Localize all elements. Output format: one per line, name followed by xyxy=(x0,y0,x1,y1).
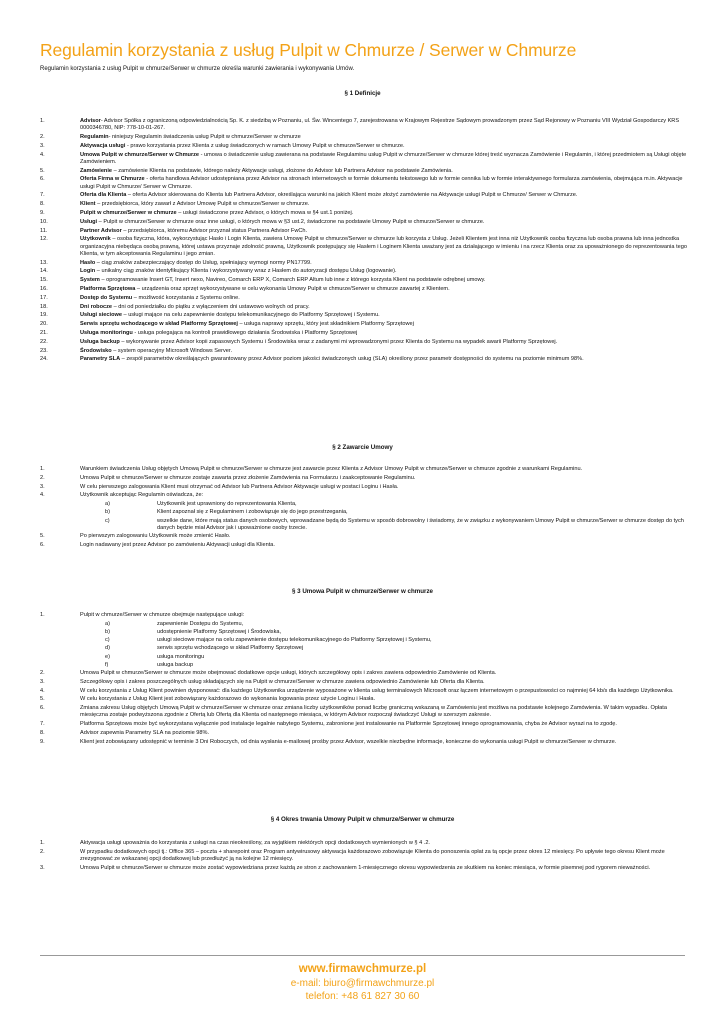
list-item xyxy=(40,152,690,166)
sub-list-item xyxy=(105,654,690,661)
list-item xyxy=(40,612,690,619)
list-item xyxy=(40,321,690,328)
item-number: 5. xyxy=(40,696,45,703)
sub-item-letter: c) xyxy=(105,517,110,524)
term-description: – wykonywanie przez Advisor kopii zapasowych Systemu i Środowiska wraz z zadanymi mi wprowadzonymi przez Klienta do Systemu na wypadek awarii Platformy Sprzętowej. xyxy=(119,338,558,345)
item-text xyxy=(80,277,690,284)
footer-divider xyxy=(40,955,685,956)
sub-item-text: Klient zapoznał się z Regulaminem i zobowiązuje się do jego przestrzegania, xyxy=(157,509,348,516)
sub-item-letter: b) xyxy=(105,629,110,635)
item-text xyxy=(80,168,690,175)
term-description: - niniejszy Regulamin świadczenia usług Pulpit w chmurze/Serwer w chmurze xyxy=(108,134,301,140)
item-number: 11. xyxy=(40,227,48,234)
term-description: Pulpit w chmurze/Serwer w chmurze obejmuje następujące usługi: xyxy=(80,612,245,618)
term-description: – dni od poniedziałku do piątku z wyłączeniem dni ustawowo wolnych od pracy. xyxy=(112,303,310,310)
term-description: – system operacyjny Microsoft Windows Server. xyxy=(111,347,233,354)
sub-item-letter: e) xyxy=(105,653,110,660)
sub-item-text: zapewnienie Dostępu do Systemu, xyxy=(157,620,244,627)
list-item xyxy=(40,304,690,311)
term-description: Szczegółowy opis i zakres poszczególnych usług składających się na Pulpit w chmurze/Serwer w chmurze zawiera odpowiednio Zamówienie lub Oferta dla Klienta. xyxy=(80,678,485,685)
item-text xyxy=(80,475,690,482)
item-text xyxy=(80,143,690,150)
term-name: Pulpit w chmurze/Serwer w chmurze xyxy=(80,209,177,216)
sub-item-letter: a) xyxy=(105,501,110,508)
list-item xyxy=(40,840,690,847)
term-description: W celu korzystania z Usług Klient jest zobowiązany każdorazowo do wykonania logowania przez użycie Loginu i Hasła. xyxy=(80,696,376,703)
item-text xyxy=(80,286,690,293)
sub-item-text: usługa monitoringu xyxy=(157,653,205,660)
sub-item-letter: a) xyxy=(105,620,110,627)
item-text xyxy=(80,219,690,226)
sub-item-letter: d) xyxy=(105,645,110,652)
sub-list-item xyxy=(105,629,690,636)
page-title: Regulamin korzystania z usług Pulpit w Chmurze / Serwer w Chmurze xyxy=(40,40,577,60)
list-item xyxy=(40,312,690,319)
list-item xyxy=(40,492,690,499)
term-description: - oferta handlowa Advisor udostępniana przez Advisor na stronach internetowych w formie dokumentu tekstowego lub w formie cennika lub w formie interaktywnego formularza zamówienia, obejmująca m.in. Aktywacje usługi Pulpit w Chmurze/ Serwer w Chmurze. xyxy=(80,176,683,190)
item-number: 24. xyxy=(40,356,48,363)
section-3-heading: § 3 Umowa Pulpit w chmurze/Serwer w chmurze xyxy=(292,588,433,595)
item-number: 6. xyxy=(40,705,45,712)
term-description: - umowa o świadczenie usług zawierana na podstawie Regulaminu usług Pulpit w chmurze/Serwer w chmurze której treść wyznacza Zamówienie i Regulamin, i której przedmiotem są Usługi objęte Zamówieniem. xyxy=(80,151,687,165)
item-number: 13. xyxy=(40,259,48,266)
list-item xyxy=(40,679,690,686)
item-number: 4. xyxy=(40,151,45,158)
term-description: – przedsiębiorca, który zawarł z Advisor Umowę Pulpit w chmurze/Serwer w chmurze. xyxy=(95,201,310,208)
term-name: Oferta dla Klienta xyxy=(80,192,127,199)
item-number: 23. xyxy=(40,347,48,354)
term-name: Środowisko xyxy=(80,347,112,354)
sub-item-text: serwis sprzętu wchodzącego w skład Platformy Sprzętowej xyxy=(157,645,304,652)
list-item xyxy=(40,865,690,872)
item-text xyxy=(80,721,690,728)
item-number: 16. xyxy=(40,285,48,292)
list-item xyxy=(40,739,690,746)
item-number: 1. xyxy=(40,466,45,472)
item-number: 1. xyxy=(40,118,45,124)
term-name: Dni robocze xyxy=(80,303,113,310)
term-name: Aktywacja usługi xyxy=(80,142,126,149)
term-description: W celu korzystania z Usług Klient powinien dysponować: dla każdego Użytkownika urządzenie wyposażone w klienta usług terminalowych Microsoft oraz łączem internetowym o przepustowości co najmniej 64 kb/s dla każdego Użytkownika. xyxy=(80,687,674,694)
term-description: - Advisor Spółka z ograniczoną odpowiedzialnością Sp. K. z siedzibą w Poznaniu, ul. Św. Wincentego 7, zarejestrowana w Krajowym Rejestrze Sądowym prowadzonym przez Sąd Rejonowy w Poznaniu VIII Wydział Gospodarczy KRS 0000346780, NIP: 778-10-01-267. xyxy=(80,118,680,132)
term-description: Klient jest zobowiązany udostępnić w terminie 3 Dni Roboczych, od dnia wysłania e-mailowej prośby przez Advisor, wszelkie niezbędne informacje, konieczne do wykonania usługi Pulpit w chmurze/Serwer w chmurze. xyxy=(80,738,617,745)
term-description: Platforma Sprzętowa może być wykorzystana wyłącznie pod instalacje legalnie nabytego Systemu, zabronione jest instalowanie na Platformie Sprzętowej innego oprogramowania, chyba że Advisor wyrazi na to zgodę. xyxy=(80,721,617,728)
item-text xyxy=(80,330,690,337)
item-text xyxy=(80,679,690,686)
term-description: – usługi świadczone przez Advisor, o których mowa w §4 ust.1 poniżej. xyxy=(176,209,354,216)
sub-item-text: Użytkownik jest uprawniony do reprezentowania Klienta, xyxy=(157,501,297,508)
footer-website-link[interactable]: www.firmawchmurze.pl xyxy=(298,963,427,975)
sub-item-letter: f) xyxy=(105,661,109,668)
item-number: 4. xyxy=(40,492,45,499)
sub-item-text: udostępnienie Platformy Sprzętowej i Środowiska, xyxy=(157,629,282,635)
term-description: – zamówienie Klienta na podstawie, którego należy Aktywacje usługi, złożone do Advisor lub Partnera Advisor na podstawie Zamówienia. xyxy=(112,167,453,174)
item-number: 7. xyxy=(40,721,45,728)
term-description: – urządzenia oraz sprzęt wykorzystywane w celu wykonania Umowy Pulpit w chmurze/Serwer w chmurze zawartej z Klientem. xyxy=(135,285,450,292)
term-name: Login xyxy=(80,268,96,275)
term-name: Platforma Sprzętowa xyxy=(80,285,136,292)
item-number: 3. xyxy=(40,678,45,685)
item-text xyxy=(80,688,690,695)
item-number: 8. xyxy=(40,730,45,736)
item-number: 14. xyxy=(40,268,48,275)
item-text xyxy=(80,739,690,746)
section-3-list xyxy=(40,612,690,748)
term-description: – oprogramowanie Insert GT, Insert nexo, Navireo, Comarch ERP X, Comarch ERP Altum lub inne z którego korzysta Klient na podstawie odrębnej umowy. xyxy=(99,277,486,284)
item-text xyxy=(80,849,690,863)
list-item xyxy=(40,670,690,677)
item-text xyxy=(80,484,690,491)
item-number: 6. xyxy=(40,541,45,548)
item-text xyxy=(80,228,690,235)
footer-email[interactable]: e-mail: biuro@firmawchmurze.pl xyxy=(290,978,435,989)
term-name: Partner Advisor xyxy=(80,227,122,234)
list-item xyxy=(40,236,690,258)
item-number: 7. xyxy=(40,192,45,199)
term-description: - prawo korzystania przez Klienta z usług świadczonych w ramach Umowy Pulpit w chmurze/Serwer w chmurze. xyxy=(125,142,405,149)
item-number: 1. xyxy=(40,612,45,618)
item-text xyxy=(80,295,690,302)
sub-list-item xyxy=(105,501,690,508)
list-item xyxy=(40,295,690,302)
list-item xyxy=(40,475,690,482)
item-text xyxy=(80,356,690,363)
list-item xyxy=(40,730,690,737)
term-name: Regulamin xyxy=(80,134,109,140)
list-item xyxy=(40,484,690,491)
term-description: – możliwość korzystania z Systemu online. xyxy=(132,294,240,301)
item-number: 5. xyxy=(40,167,45,174)
list-item xyxy=(40,466,690,473)
item-text xyxy=(80,236,690,258)
item-text xyxy=(80,134,690,141)
term-description: W celu pierwszego zalogowania Klient musi otrzymać od Advisor lub Partnera Advisor Aktywacje usługi w postaci Loginu i Hasła. xyxy=(80,483,399,490)
item-text xyxy=(80,730,690,737)
list-item xyxy=(40,268,690,275)
item-text xyxy=(80,304,690,311)
item-number: 21. xyxy=(40,329,48,336)
section-2-heading: § 2 Zawarcie Umowy xyxy=(332,444,393,451)
item-number: 3. xyxy=(40,864,45,871)
term-name: Usługa monitoringu xyxy=(80,329,133,336)
term-description: – ciąg znaków zabezpieczający dostęp do Usług, spełniający wymogi normy PN17799. xyxy=(95,259,312,266)
list-item xyxy=(40,143,690,150)
list-item xyxy=(40,348,690,355)
list-item xyxy=(40,542,690,549)
term-description: – osoba fizyczna, która, wykorzystując Hasło i Login Klienta, zawiera Umowę Pulpit w chmurze/Serwer w chmurze lub korzysta z Usług. Jeżeli Klientem jest inna niż Użytkownik osoba fizyczna lub osoba prawna lub inna jednostka organizacyjna niebędąca osobą prawną, której ustawa przyznaje zdolność prawną, Użytkownik postępujący się Hasłem i Loginem Klienta uważany jest za działającego w imieniu i na rzecz Klienta oraz za upoważnionego do reprezentowania tego Klienta, w tym akceptowania Regulaminu i jego zmian. xyxy=(80,236,687,257)
term-name: Umowa Pulpit w chmurze/Serwer w Chmurze xyxy=(80,151,200,158)
item-text xyxy=(80,466,690,473)
item-number: 3. xyxy=(40,142,45,149)
list-item xyxy=(40,339,690,346)
term-description: Zmiana zakresu Usług objętych Umową Pulpit w chmurze/Serwer w chmurze oraz zmiana liczby użytkowników ponad liczbę graniczną wskazaną w Zamówieniu jest możliwa na podstawie kolejnego Zamówienia. W takim wypadku. Opłata miesięczna zostaje podwyższona zgodnie z Ofertą lub Ofertą dla Klienta od następnego miesiąca, w którym Advisor rozpoczął świadczyć Usługi w szerszym zakresie. xyxy=(80,705,667,719)
list-item xyxy=(40,176,690,190)
item-text xyxy=(80,670,690,677)
sub-list-item xyxy=(105,662,690,669)
list-item xyxy=(40,134,690,141)
term-description: – unikalny ciąg znaków identyfikujący Klienta i wykorzystywany wraz z Hasłem do autoryzacji dostępu Usług (logowanie). xyxy=(95,268,397,275)
item-text xyxy=(80,696,690,703)
section-2-list xyxy=(40,466,690,551)
item-number: 6. xyxy=(40,176,45,183)
list-item xyxy=(40,228,690,235)
term-name: Hasło xyxy=(80,259,96,266)
term-description: W przypadku dodatkowych opcji tj.: Office 365 – poczta + sharepoint oraz Program antywirusowy aktywacja każdorazowo zobowiązuje Klienta do ponoszenia opłat za tą opcje przez okres 12 miesięcy. Po upływie tego okresu Klient może zrezygnować ze wskazanej opcji dodatkowej lub przedłużyć ją na kolejne 12 miesięcy. xyxy=(80,848,665,862)
item-text xyxy=(80,118,690,132)
term-name: Dostęp do Systemu xyxy=(80,294,133,301)
term-name: System xyxy=(80,277,100,284)
item-number: 8. xyxy=(40,201,45,208)
term-name: Usługi sieciowe xyxy=(80,312,122,319)
term-description: Advisor zapewnia Parametry SLA na poziomie 98%. xyxy=(80,730,210,736)
list-item xyxy=(40,277,690,284)
section-1-heading: § 1 Definicje xyxy=(344,90,381,97)
term-description: Umowa Pulpit w chmurze/Serwer w chmurze zostaje zawarta przez złożenie Zamówienia na Formularzu i zaakceptowanie Regulaminu. xyxy=(80,474,416,481)
term-description: – Pulpit w chmurze/Serwer w chmurze oraz inne usługi, o których mowa w §3 ust.2, świadczone na podstawie Umowy Pulpit w chmurze/Serwer w chmurze. xyxy=(97,218,485,225)
item-text xyxy=(80,210,690,217)
item-number: 17. xyxy=(40,294,48,301)
item-text xyxy=(80,533,690,540)
sub-list-item xyxy=(105,621,690,628)
term-description: Użytkownik akceptując Regulamin oświadcza, że: xyxy=(80,492,204,499)
sub-item-text: usługi sieciowe mające na celu zapewnienie dostępu telekomunikacyjnego do Platformy Sprzętowej i Systemu, xyxy=(157,637,432,644)
term-name: Klient xyxy=(80,201,96,208)
item-number: 12. xyxy=(40,236,48,243)
sub-item-text: usługa backup xyxy=(157,661,194,668)
item-number: 22. xyxy=(40,338,48,345)
item-text xyxy=(80,176,690,190)
sub-item-letter: c) xyxy=(105,637,110,644)
term-description: Umowa Pulpit w chmurze/Serwer w chmurze może obejmować dodatkowe opcje usługi, których szczegółowy opis i zakres zawiera odpowiednio Zamówienie od Klienta. xyxy=(80,670,497,677)
item-number: 5. xyxy=(40,533,45,539)
item-number: 4. xyxy=(40,687,45,694)
term-description: Umowa Pulpit w chmurze/Serwer w chmurze może zostać wypowiedziana przez każdą ze stron z zachowaniem 1-miesięcznego okresu wypowiedzenia ze skutkiem na koniec miesiąca, w formie pisemnej pod rygorem nieważności. xyxy=(80,864,651,871)
footer-phone: telefon: +48 61 827 30 60 xyxy=(305,991,420,1002)
list-item xyxy=(40,705,690,719)
item-text xyxy=(80,339,690,346)
item-text xyxy=(80,312,690,319)
item-number: 10. xyxy=(40,218,48,225)
list-item xyxy=(40,849,690,863)
sub-item-text: wszelkie dane, które mają status danych osobowych, wprowadzane będą do Systemu w sposób dobrowolny i świadomy, że w związku z wykonywaniem Umowy Pulpit w chmurze/Serwer w chmurze dostęp do tych danych będzie miał Advisor jak i upoważnione osoby trzecie. xyxy=(157,517,684,531)
list-item xyxy=(40,721,690,728)
term-description: Po pierwszym zalogowaniu Użytkownik może zmienić Hasło. xyxy=(80,533,231,539)
list-item xyxy=(40,260,690,267)
item-text xyxy=(80,201,690,208)
term-name: Usługa backup xyxy=(80,338,120,345)
item-number: 3. xyxy=(40,483,45,490)
list-item xyxy=(40,356,690,363)
item-number: 19. xyxy=(40,312,48,319)
term-description: Warunkiem świadczenia Usług objętych Umową Pulpit w chmurze/Serwer w chmurze jest zawarcie przez Klienta z Advisor Umowy Pulpit w chmurze/Serwer w chmurze zgodnie z warunkami Regulaminu. xyxy=(80,466,583,472)
sub-item-letter: b) xyxy=(105,509,110,516)
section-1-list xyxy=(40,118,690,365)
list-item xyxy=(40,168,690,175)
item-text xyxy=(80,705,690,719)
item-text xyxy=(80,612,690,619)
item-text xyxy=(80,260,690,267)
item-text xyxy=(80,192,690,199)
list-item xyxy=(40,688,690,695)
term-description: – usługi mające na celu zapewnienie dostępu telekomunikacyjnego do Platformy Sprzętowej i Systemu. xyxy=(121,312,380,319)
list-item xyxy=(40,533,690,540)
term-description: Login nadawany jest przez Advisor po zamówieniu Aktywacji usługi dla Klienta. xyxy=(80,541,275,548)
item-number: 2. xyxy=(40,474,45,481)
list-item xyxy=(40,201,690,208)
term-name: Zamówienie xyxy=(80,167,113,174)
item-text xyxy=(80,542,690,549)
item-number: 9. xyxy=(40,209,45,216)
term-name: Usługi xyxy=(80,218,98,225)
term-description: – przedsiębiorca, któremu Advisor przyznał status Partnera Advisor FwCh. xyxy=(121,227,308,234)
sub-list-item xyxy=(105,645,690,652)
item-text xyxy=(80,152,690,166)
term-description: – zespół parametrów określających gwarantowany przez Advisor poziom jakości świadczonych usług (SLA) określony przez parametr dostępności do systemu na poziomie minimum 98%. xyxy=(120,356,584,363)
item-number: 9. xyxy=(40,738,45,745)
item-number: 20. xyxy=(40,321,48,328)
item-text xyxy=(80,865,690,872)
sub-list-item xyxy=(105,518,690,532)
term-name: Oferta Firma w Chmurze xyxy=(80,176,145,183)
item-number: 18. xyxy=(40,303,48,310)
sub-list-item xyxy=(105,509,690,516)
list-item xyxy=(40,286,690,293)
list-item xyxy=(40,219,690,226)
list-item xyxy=(40,330,690,337)
term-name: Użytkownik xyxy=(80,236,111,243)
item-number: 2. xyxy=(40,848,45,855)
term-name: Serwis sprzętu wchodzącego w skład Platformy Sprzętowej xyxy=(80,321,238,328)
item-text xyxy=(80,321,690,328)
term-name: Advisor xyxy=(80,118,101,124)
item-number: 1. xyxy=(40,840,45,846)
list-item xyxy=(40,118,690,132)
item-number: 15. xyxy=(40,277,48,284)
item-text xyxy=(80,348,690,355)
section-4-list xyxy=(40,840,690,874)
term-description: - usługa polegająca na kontroli prawidłowego działania Środowiska i Platformy Sprzętowej xyxy=(132,329,358,336)
term-description: Aktywacja usługi upoważnia do korzystania z usługi na czas nieokreślony, za wyjątkiem niektórych opcji dodatkowych wymienionych w § 4 .2. xyxy=(80,840,430,846)
term-name: Parametry SLA xyxy=(80,356,121,363)
sub-list-item xyxy=(105,637,690,644)
item-number: 2. xyxy=(40,134,45,140)
list-item xyxy=(40,210,690,217)
item-text xyxy=(80,840,690,847)
section-4-heading: § 4 Okres trwania Umowy Pulpit w chmurze/Serwer w chmurze xyxy=(270,816,455,823)
item-text xyxy=(80,492,690,499)
list-item xyxy=(40,192,690,199)
item-number: 2. xyxy=(40,670,45,677)
intro-text: Regulamin korzystania z usług Pulpit w chmurze/Serwer w chmurze określa warunki zawierania i wykonywania Umów. xyxy=(40,66,355,72)
term-description: – oferta Advisor skierowana do Klienta lub Partnera Advisor, określająca warunki na jakich Klient może złożyć zamówienie na Aktywacje usługi Pulpit w Chmurze/ Serwer w Chmurze. xyxy=(126,192,578,199)
term-description: – usługa naprawy sprzętu, który jest składnikiem Platformy Sprzętowej xyxy=(237,321,414,328)
item-text xyxy=(80,268,690,275)
list-item xyxy=(40,696,690,703)
